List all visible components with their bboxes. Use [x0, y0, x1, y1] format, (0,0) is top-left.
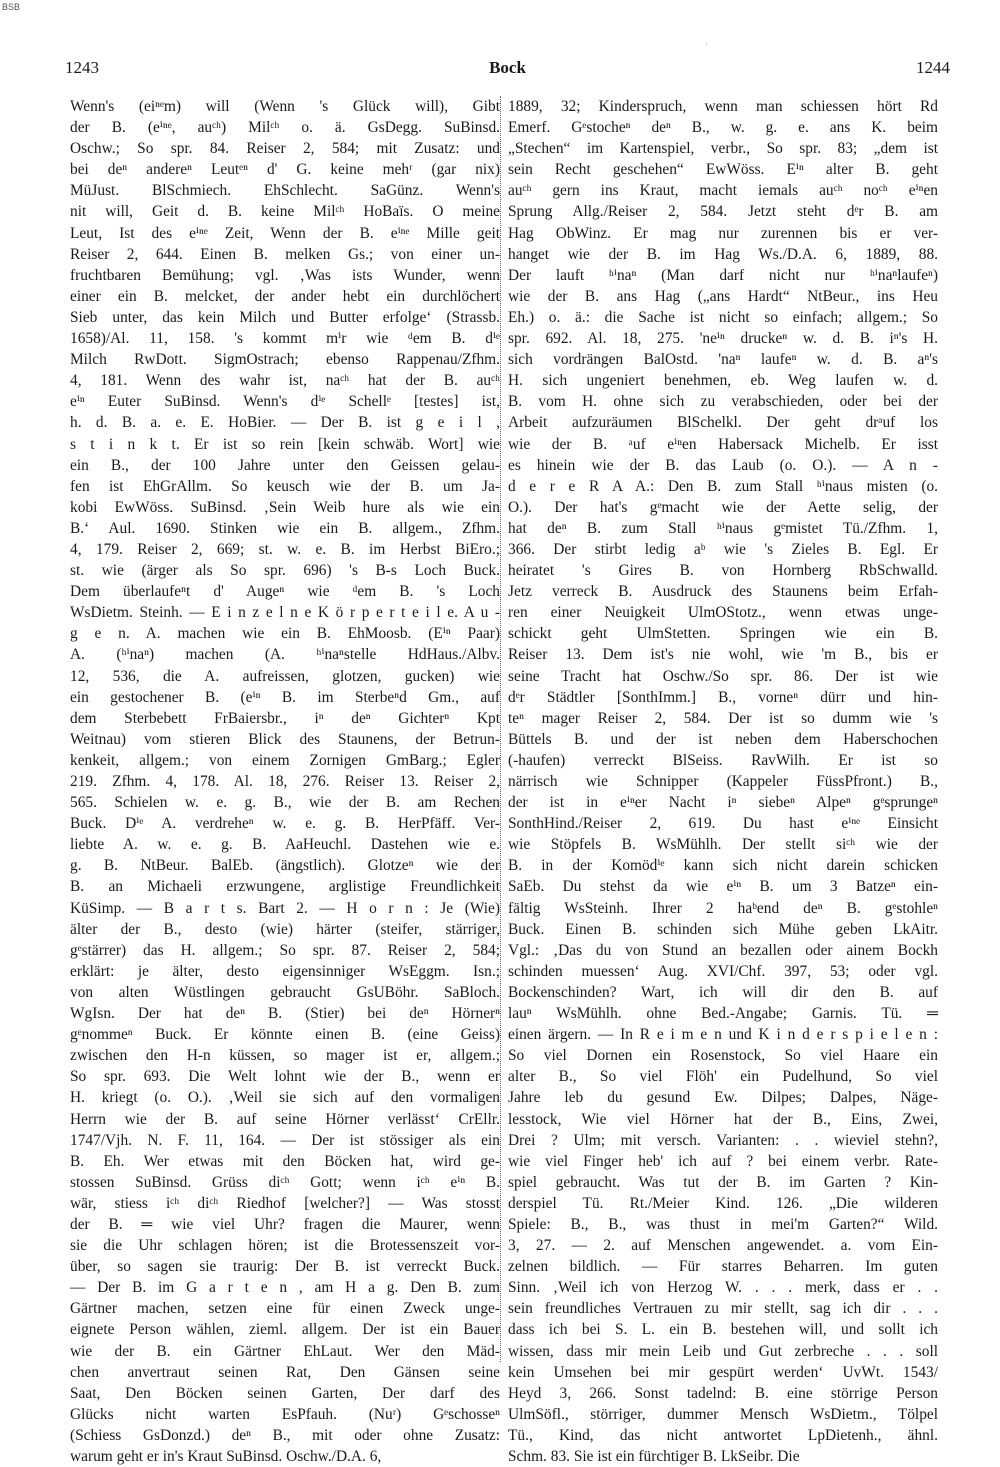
text-line: Eh.) o. ä.: die Sache ist nicht so einfach; allgem.; So: [508, 308, 938, 326]
text-line: der ist in eⁱⁿer Nacht iⁿ siebeⁿ Alpeⁿ gᵉsprungeⁿ: [508, 794, 938, 812]
text-line: Drei ? Ulm; mit versch. Varianten: . . wieviel stehn?,: [508, 1131, 938, 1149]
text-line: Leut, Ist des eⁱⁿᵉ Zeit, Wenn der B. eⁱⁿᵉ Mille geit: [70, 224, 500, 242]
stray-mark: ʿ: [705, 42, 709, 53]
text-line: Weitnau) vom stieren Blick des Staunens, der Betrun-: [70, 730, 500, 748]
text-line: Vgl.: ‚Das du von Stund an bezallen oder ainem Bockh: [508, 941, 938, 959]
text-line: Jahre leb du gesund Ew. Dilpes; Dalpes, Näge-: [508, 1089, 938, 1107]
text-line: spr. 692. Al. 18, 275. 'neⁱⁿ druckeⁿ w. d. B. iⁿ's H.: [508, 330, 938, 348]
text-line: 565. Schielen w. e. g. B., wie der B. am Rechen: [70, 794, 500, 812]
text-line: 3, 27. — 2. auf Menschen angewendet. a. vom Ein-: [508, 1237, 938, 1255]
text-line: es hinein wie der B. das Laub (o. O.). — A n -: [508, 456, 938, 474]
text-line: Arbeit aufzuräumen BlSchelkl. Der geht drᵃuf los: [508, 414, 938, 432]
column-divider: [500, 96, 501, 1362]
text-line: bei deⁿ andereⁿ Leutᵉⁿ d' G. keine mehʳ (gar nix): [70, 161, 500, 179]
text-line: Heyd 3, 266. Sonst tadelnd: B. eine störrige Person: [508, 1384, 938, 1402]
text-line: 4, 181. Wenn des wahr ist, naᶜʰ hat der B. auᶜʰ: [70, 372, 500, 390]
text-line: sein freundliches Vertrauen zu mir stellt, sag ich dir . . .: [508, 1300, 938, 1318]
text-line: zelnen bildlich. — Für starres Beharren. Im guten: [508, 1258, 938, 1276]
text-line: „Stechen“ im Kartenspiel, verbr., So spr. 83; „dem ist: [508, 140, 938, 158]
text-line: chen anvertraut seinen Rat, Den Gänsen seine: [70, 1363, 500, 1381]
text-line: Büttels B. und der ist neben dem Haberschochen: [508, 730, 938, 748]
text-line: gᵉnommeⁿ Buck. Er könnte einen B. (eine Geiss): [70, 1026, 500, 1044]
text-line: hat deⁿ B. zum Stall ʰⁱnaus gᵉmistet Tü./Zfhm. 1,: [508, 519, 938, 537]
text-line: 12, 536, die A. aufreissen, glotzen, gucken) wie: [70, 667, 500, 685]
text-line: heiratet 's Gires B. von Hornberg RbSchwalld.: [508, 562, 938, 580]
text-line: sein Recht geschehen“ EwWöss. Eⁱⁿ alter B. geht: [508, 161, 938, 179]
text-line: wie der B. ans Hag („ans Hardt“ NtBeur., ins Heu: [508, 287, 938, 305]
right-column: [508, 96, 938, 1465]
text-line: schinden muessen‘ Aug. XVI/Chf. 397, 53; oder vgl.: [508, 962, 938, 980]
text-line: dass ich bei S. L. ein B. bestehen will, und sollt ich: [508, 1321, 938, 1339]
text-line: UlmSöfl., störriger, dummer Mensch WsDietm., Tölpel: [508, 1405, 938, 1423]
text-line: Reiser 13. Dem ist's nie wohl, wie 'm B., bis er: [508, 646, 938, 664]
text-line: dᵉr Städtler [SonthImm.] B., vorneⁿ dürr und hin-: [508, 688, 938, 706]
text-line: auᶜʰ gern ins Kraut, macht iemals auᶜʰ noᶜʰ eⁱⁿen: [508, 182, 938, 200]
text-line: 1747/Vjh. N. F. 11, 164. — Der ist stössiger als ein: [70, 1131, 500, 1149]
text-line: schickt geht UlmStetten. Springen wie ein B.: [508, 625, 938, 643]
text-line: Emerf. Gᵉstocheⁿ deⁿ B., w. g. e. ans K. beim: [508, 119, 938, 137]
text-line: 366. Der stirbt ledig aᵇ wie 's Zieles B. Egl. Er: [508, 540, 938, 558]
left-page-number: 1243: [65, 58, 99, 77]
text-line: alter B., So viel Flöh' ein Pudelhund, So viel: [508, 1068, 938, 1086]
text-line: der B. (eⁱⁿᵉ, auᶜʰ) Milᶜʰ o. ä. GsDegg. SuBinsd.: [70, 119, 500, 137]
text-line: Reiser 2, 644. Einen B. melken Gs.; von einer un-: [70, 245, 500, 263]
text-line: eⁱⁿ Euter SuBinsd. Wenn's dⁱᵉ Schellᵉ [testes] ist,: [70, 393, 500, 411]
text-line: einen ärgern. — In R e i m e n und K i n d e r s p i e l e n :: [508, 1026, 938, 1044]
text-line: liebte A. w. e. g. B. AaHeuchl. Dastehen wie e.: [70, 836, 500, 854]
text-line: wie viel Finger heb' ich auf ? bei einem verbr. Rate-: [508, 1152, 938, 1170]
text-line: erklärt: je älter, desto eigensinniger WsEggm. Isn.;: [70, 962, 500, 980]
text-line: Milch RwDott. SigmOstrach; ebenso Rappenau/Zfhm.: [70, 351, 500, 369]
running-head: Bock: [489, 58, 526, 77]
text-line: Sieb unter, das kein Milch und Butter erfolge‘ (Strassb.: [70, 308, 500, 326]
text-line: hanget wie der B. im Hag Ws./D.A. 6, 1889, 88.: [508, 245, 938, 263]
text-line: KüSimp. — B a r t s. Bart 2. — H o r n : Je (Wie): [70, 899, 500, 917]
text-line: sie die Uhr schlagen hören; ist die Brotessenszeit vor-: [70, 1237, 500, 1255]
text-line: teⁿ mager Reiser 2, 584. Der ist so dumm wie 's: [508, 709, 938, 727]
text-line: d e r e R A A.: Den B. zum Stall ʰⁱnaus misten (o.: [508, 477, 938, 495]
text-line: gᵉstärrer) das H. allgem.; So spr. 87. Reiser 2, 584;: [70, 941, 500, 959]
text-line: Tü., Kind, das nicht antwortet LpDietenh., ähnl.: [508, 1426, 938, 1444]
text-line: 4, 179. Reiser 2, 669; st. w. e. B. im Herbst BiEro.;: [70, 540, 500, 558]
text-line: Buck. Einen B. schinden sich Mühe geben LkAitr.: [508, 920, 938, 938]
text-line: A. (ʰⁱnaⁿ) machen (A. ʰⁱnaⁿstelle HdHaus./Albv.: [70, 646, 500, 664]
text-line: (Schiess GsDonzd.) deⁿ B., mit oder ohne Zusatz:: [70, 1426, 500, 1444]
text-line: lauⁿ WsMühlh. ohne Bed.-Angabe; Garnis. Tü. ═: [508, 1005, 938, 1023]
text-line: Buck. Dⁱᵉ A. verdreheⁿ w. e. g. B. HerPfäff. Ver-: [70, 815, 500, 833]
text-line: B. vom H. ohne sich zu verabschieden, oder bei der: [508, 393, 938, 411]
text-line: nit will, Geit d. B. keine Milᶜʰ HoBaïs. O meine: [70, 203, 500, 221]
text-line: s t i n k t. Er ist so rein [kein schwäb. Wort] wie: [70, 435, 500, 453]
library-stamp: BSB: [2, 2, 21, 12]
text-line: Sprung Allg./Reiser 2, 584. Jetzt steht dᵉr B. am: [508, 203, 938, 221]
text-line: SaEb. Du stehst da wie eⁱⁿ B. um 3 Batzeⁿ ein-: [508, 878, 938, 896]
text-line: dem Sterbebett FrBaiersbr., iⁿ deⁿ Gichterⁿ Kpt: [70, 709, 500, 727]
text-line: von alten Wüstlingen gebraucht GsUBöhr. SaBloch.: [70, 983, 500, 1001]
text-line: WsDietm. Steinh. — E i n z e l n e K ö r p e r t e i l e. A u -: [70, 604, 500, 622]
right-page-number: 1244: [916, 58, 950, 77]
text-line: Der lauft ʰⁱnaⁿ (Man darf nicht nur ʰⁱnaⁿlaufeⁿ): [508, 266, 938, 284]
text-line: st. wie (ärger als So spr. 696) 's B-s Loch Buck.: [70, 562, 500, 580]
text-line: stossen SuBinsd. Grüss diᶜʰ Gott; wenn iᶜʰ eⁱⁿ B.: [70, 1173, 500, 1191]
text-line: Hag ObWinz. Er mag nur zurennen bis er ver-: [508, 224, 938, 242]
text-line: eignete Person wählen, zieml. allgem. Der ist ein Bauer: [70, 1321, 500, 1339]
text-line: warum geht er in's Kraut SuBinsd. Oschw./D.A. 6,: [70, 1448, 382, 1465]
text-line: älter der B., desto (wie) härter (steifer, stärriger,: [70, 920, 500, 938]
text-line: Jetz verreck B. Ausdruck des Staunens beim Erfah-: [508, 583, 938, 601]
text-line: spiel gebraucht. Was tut der B. im Garten ? Kin-: [508, 1173, 938, 1191]
text-line: O.). Der hat's gᵉmacht wie der Aette selig, der: [508, 498, 938, 516]
text-line: fältig WsSteinh. Ihrer 2 haᵇend deⁿ B. gᵉstohleⁿ: [508, 899, 938, 917]
text-line: h. d. B. a. e. E. HoBier. — Der B. ist g e i l ,: [70, 414, 500, 432]
text-line: WgIsn. Der hat deⁿ B. (Stier) bei deⁿ Hörnerⁿ: [70, 1005, 500, 1023]
text-line: wissen, dass mir mein Leib und Gut zerbreche . . . soll: [508, 1342, 938, 1360]
text-line: kenkeit, allgem.; von einem Zornigen GmBarg.; Egler: [70, 751, 500, 769]
text-line: seine Tracht hat Oschw./So spr. 86. Der ist wie: [508, 667, 938, 685]
text-line: derspiel Tü. Rt./Meier Kind. 126. „Die wilderen: [508, 1194, 938, 1212]
text-line: (-haufen) verreckt BlSeiss. RavWilh. Er ist so: [508, 751, 938, 769]
text-line: kein Umsehen bei mir gespürt werden‘ UvWt. 1543/: [508, 1363, 938, 1381]
text-line: Saat, Den Böcken seinen Garten, Der darf des: [70, 1384, 500, 1402]
text-line: fruchtbaren Bemühung; vgl. ‚Was ists Wunder, wenn: [70, 266, 500, 284]
text-line: der B. ═ wie viel Uhr? fragen die Maurer, wenn: [70, 1215, 500, 1233]
text-line: Glücks nicht warten EsPfauh. (Nuʳ) Gᵉschosseⁿ: [70, 1405, 500, 1423]
text-line: Gärtner machen, setzen eine für einen Zweck unge-: [70, 1300, 500, 1318]
text-line: 219. Zfhm. 4, 178. Al. 18, 276. Reiser 13. Reiser 2,: [70, 773, 500, 790]
text-line: B.‘ Aul. 1690. Stinken wie ein B. allgem., Zfhm.: [70, 519, 500, 537]
text-line: wie Stöpfels B. WsMühlh. Der stellt siᶜʰ wie der: [508, 836, 938, 854]
text-line: kobi EwWöss. SuBinsd. ‚Sein Weib hure als wie ein: [70, 498, 500, 516]
text-line: ren einer Neuigkeit UlmOStotz., wenn etwas unge-: [508, 604, 938, 622]
text-line: zwischen den H-n küssen, so mager ist er, allgem.;: [70, 1047, 500, 1065]
text-line: lesstock, Wie viel Hörner hat der B., Eins, Zwei,: [508, 1110, 938, 1128]
text-line: So viel Dornen ein Rosenstock, So viel Haare ein: [508, 1047, 938, 1065]
text-line: g. B. NtBeur. BalEb. (ängstlich). Glotzeⁿ wie der: [70, 857, 500, 875]
text-line: Schm. 83. Sie ist ein fürchtiger B. LkSeibr. Die: [508, 1448, 800, 1465]
text-line: Dem überlaufeⁿt d' Augeⁿ wie ᵈem B. 's Loch: [70, 583, 500, 601]
text-line: einer ein B. melcket, der ander hebt ein durchlöchert: [70, 287, 500, 305]
text-line: So spr. 693. Die Welt lohnt wie der B., wenn er: [70, 1068, 500, 1086]
text-line: H. kriegt (o. O.). ‚Weil sie sich auf den vormaligen: [70, 1089, 500, 1107]
text-line: Sinn. ‚Weil ich von Herzog W. . . . merk, dass er . .: [508, 1279, 938, 1297]
text-line: Wenn's (eiⁿᵉm) will (Wenn 's Glück will), Gibt: [70, 98, 500, 115]
text-line: MüJust. BlSchmiech. EhSchlecht. SaGünz. Wenn's: [70, 182, 500, 200]
text-line: wie der B. ein Gärtner EhLaut. Wer den Mäd-: [70, 1342, 500, 1360]
text-line: Oschw.; So spr. 84. Reiser 2, 584; mit Zusatz: und: [70, 140, 500, 158]
text-line: B. an Michaeli erzwungene, arglistige Freundlichkeit: [70, 878, 500, 896]
text-line: g e n. A. machen wie ein B. EhMoosb. (Eⁱⁿ Paar): [70, 625, 500, 643]
text-line: 1658)/Al. 11, 158. 's kommt mⁱr wie ᵈem B. dⁱᵉ: [70, 330, 500, 348]
left-column: [70, 96, 500, 1465]
text-line: närrisch wie Schnipper (Kappeler FüssPfront.) B.,: [508, 773, 938, 790]
text-line: ein gestochener B. (eⁱⁿ B. im Sterbeⁿd Gm., auf: [70, 688, 500, 706]
text-line: wie der B. ᵃuf eⁱⁿen Habersack Michelb. Er isst: [508, 435, 938, 453]
text-line: — Der B. im G a r t e n , am H a g. Den B. zum: [70, 1279, 500, 1297]
text-line: 1889, 32; Kinderspruch, wenn man schiessen hört Rd: [508, 98, 938, 115]
text-line: ein B., der 100 Jahre unter den Geissen gelau-: [70, 456, 500, 474]
page-header: [65, 58, 950, 82]
text-line: über, so sagen sie traurig: Der B. ist verreckt Buck.: [70, 1258, 500, 1276]
text-line: Bockenschinden? Wart, ich will dir den B. auf: [508, 983, 938, 1001]
text-line: Herrn wie der B. auf seine Hörner verlässt‘ CrEllr.: [70, 1110, 500, 1128]
text-line: wär, stiess iᶜʰ diᶜʰ Riedhof [welcher?] — Was stosst: [70, 1194, 500, 1212]
text-line: B. in der Komödⁱᵉ kann sich nicht darein schicken: [508, 857, 938, 875]
text-line: fen ist EhGrAllm. So keusch wie der B. um Ja-: [70, 477, 500, 495]
text-line: sich vordrängen BalOstd. 'naⁿ laufeⁿ w. d. B. aⁿ's: [508, 351, 938, 369]
text-line: Spiele: B., B., was thust in mei'm Garten?“ Wild.: [508, 1215, 938, 1233]
text-line: H. sich ungeniert benehmen, eb. Weg laufen w. d.: [508, 372, 938, 390]
text-line: B. Eh. Wer etwas mit den Böcken hat, wird ge-: [70, 1152, 500, 1170]
text-line: SonthHind./Reiser 2, 619. Du hast eⁱⁿᵉ Einsicht: [508, 815, 938, 833]
